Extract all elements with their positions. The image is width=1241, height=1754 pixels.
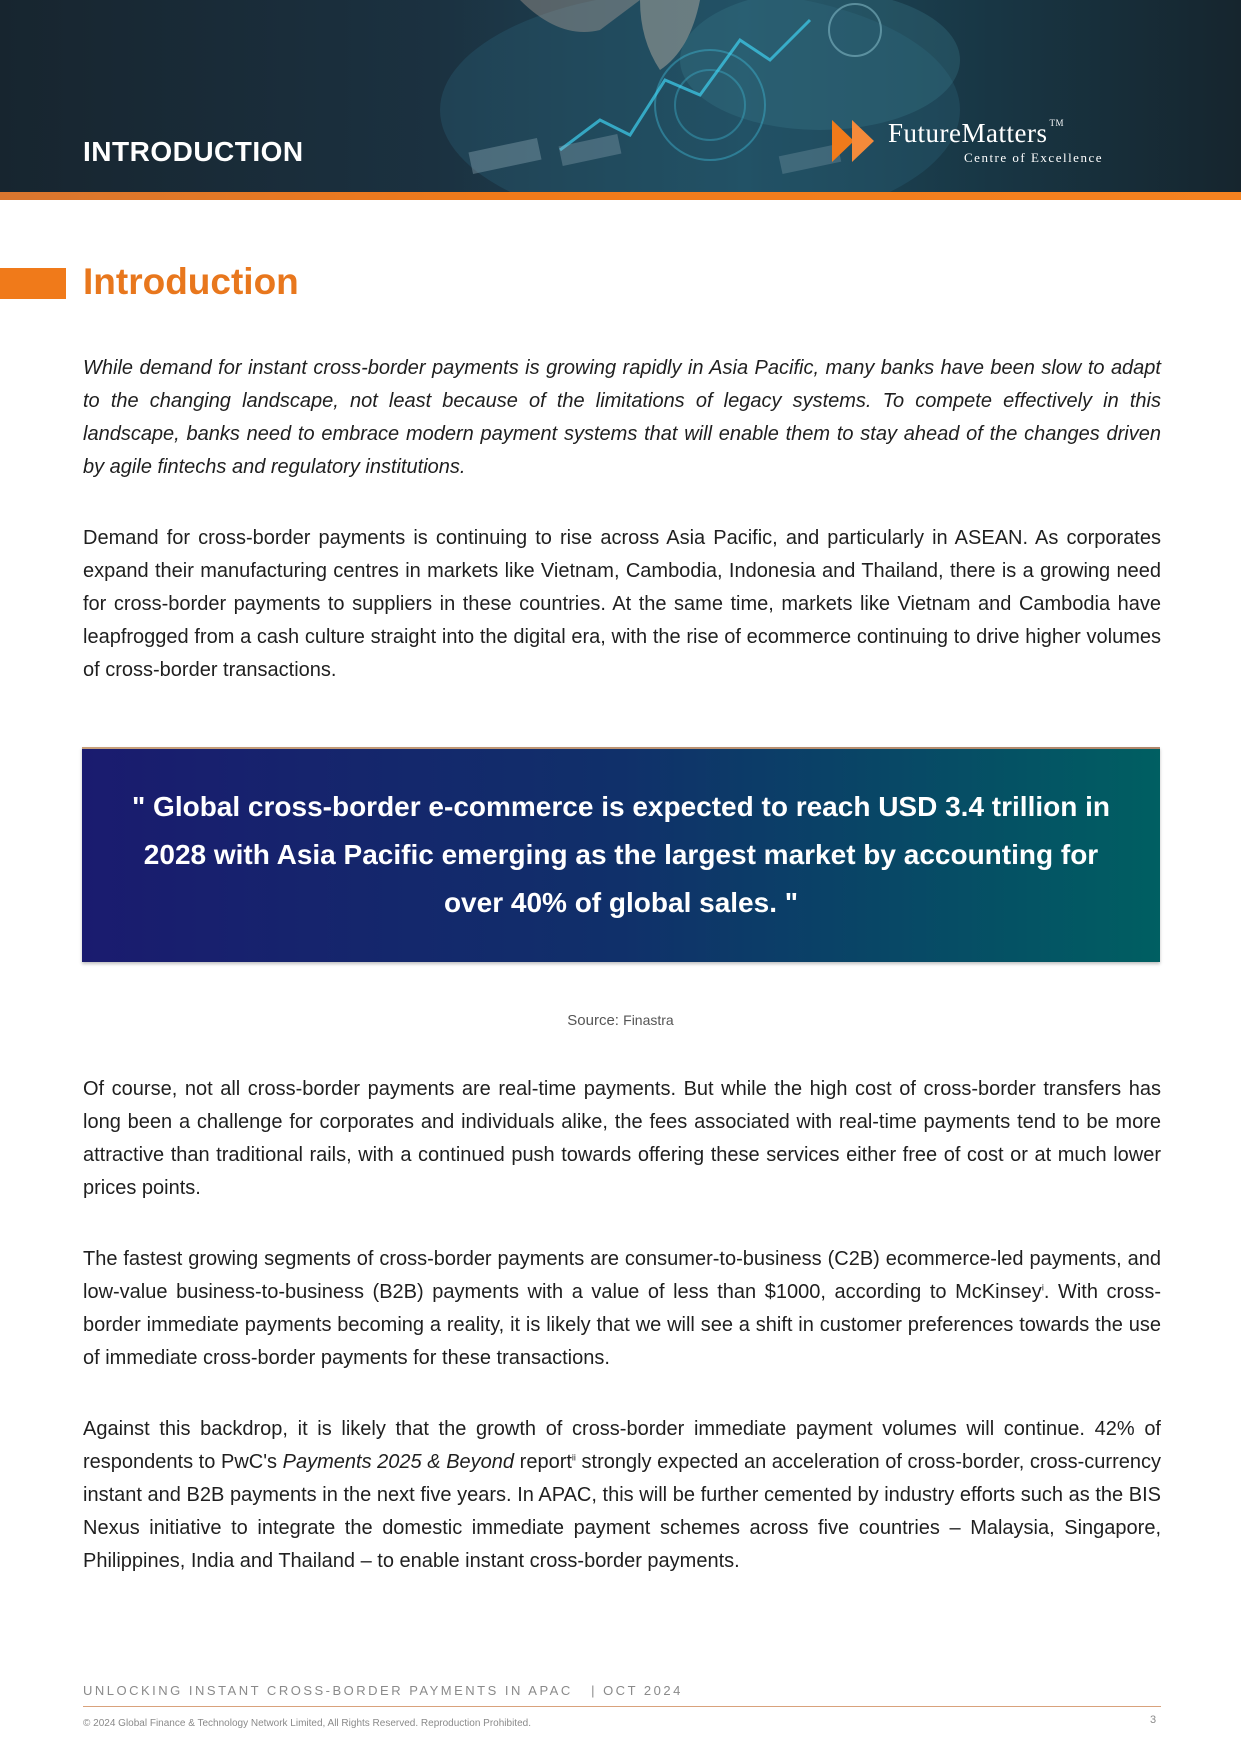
page-heading: Introduction: [83, 261, 299, 302]
footnote-ref-i[interactable]: i: [1041, 1282, 1044, 1293]
source-name: Finastra: [623, 1012, 674, 1028]
footer-divider: [83, 1706, 1161, 1707]
body-paragraph-4: Against this backdrop, it is likely that the growth of cross-border immediate payment volumes will continue. 42% of respondents to PwC's Payments 2025 & Beyond report$^{ii}$ strongly expected an acceleration of cross-border, cross-currency instant and B2B payments in the next five years. In APAC, this will be further cemented by industry efforts such as the BIS Nexus initiative to integrate the domestic immediate payment schemes across five countries – Malaysia, Singapore, Philippines, India and Thailand – to enable instant cross-border payments.: [83, 1418, 1161, 1572]
quote-text: " Global cross-border e-commerce is expected to reach USD 3.4 trillion in 2028 with Asia Pacific emerging as the largest market by accounting for over 40% of global sales. ": [131, 791, 1111, 918]
body-paragraph-1: Demand for cross-border payments is continuing to rise across Asia Pacific, and particularly in ASEAN. As corporates expand their manufacturing centres in markets like Vietnam, Cambodia, Indonesia and Thailand, there is a growing need for cross-border payments to suppliers in these countries. At the same time, markets like Vietnam and Cambodia have leapfrogged from a cash culture straight into the digital era, with the rise of ecommerce continuing to drive higher volumes of cross-border transactions.: [83, 527, 1161, 681]
quote-top-rule: [82, 747, 1160, 749]
body-paragraph-2: Of course, not all cross-border payments are real-time payments. But while the high cost of cross-border transfers has long been a challenge for corporates and individuals alike, the fees associated with real-time payments tend to be more attractive than traditional rails, with a continued push towards offering these services either free of cost or at much lower prices points.: [83, 1078, 1161, 1199]
body-paragraph-3: The fastest growing segments of cross-border payments are consumer-to-business (C2B) ecommerce-led payments, and low-value business-to-business (B2B) payments with a value of less than $1000, according to McKinsey$^i$. With cross-border immediate payments becoming a reality, it is likely that we will see a shift in customer preferences towards the use of immediate cross-border payments for these transactions.: [83, 1248, 1161, 1369]
report-title: Payments 2025 & Beyond: [282, 1451, 515, 1473]
header-accent-bar: [0, 192, 1241, 200]
double-chevron-logo-icon: [832, 120, 876, 162]
logo-subtitle: Centre of Excellence: [964, 150, 1103, 165]
quote-source: [0, 1012, 1241, 1029]
footer-document-title: UNLOCKING INSTANT CROSS-BORDER PAYMENTS IN APAC | OCT 2024: [83, 1683, 683, 1698]
page-header: [0, 0, 1241, 192]
intro-paragraph: While demand for instant cross-border payments is growing rapidly in Asia Pacific, many banks have been slow to adapt to the changing landscape, not least because of the limitations of legacy systems. To compete effectively in this landscape, banks need to embrace modern payment systems that will enable them to stay ahead of the changes driven by agile fintechs and regulatory institutions.: [83, 357, 1161, 478]
footer-copyright: © 2024 Global Finance & Technology Network Limited, All Rights Reserved. Reproduction Prohibited.: [83, 1718, 531, 1729]
logo-wordmark: FutureMatters ™: [888, 118, 1064, 148]
futurematters-logo: [832, 118, 1162, 168]
source-label: Source:: [567, 1012, 619, 1029]
section-marker: [0, 268, 66, 299]
page-number: 3: [1150, 1714, 1157, 1726]
footnote-ref-ii[interactable]: ii: [571, 1452, 576, 1463]
header-section-title: INTRODUCTION: [83, 136, 304, 167]
quote-callout: [82, 747, 1160, 962]
